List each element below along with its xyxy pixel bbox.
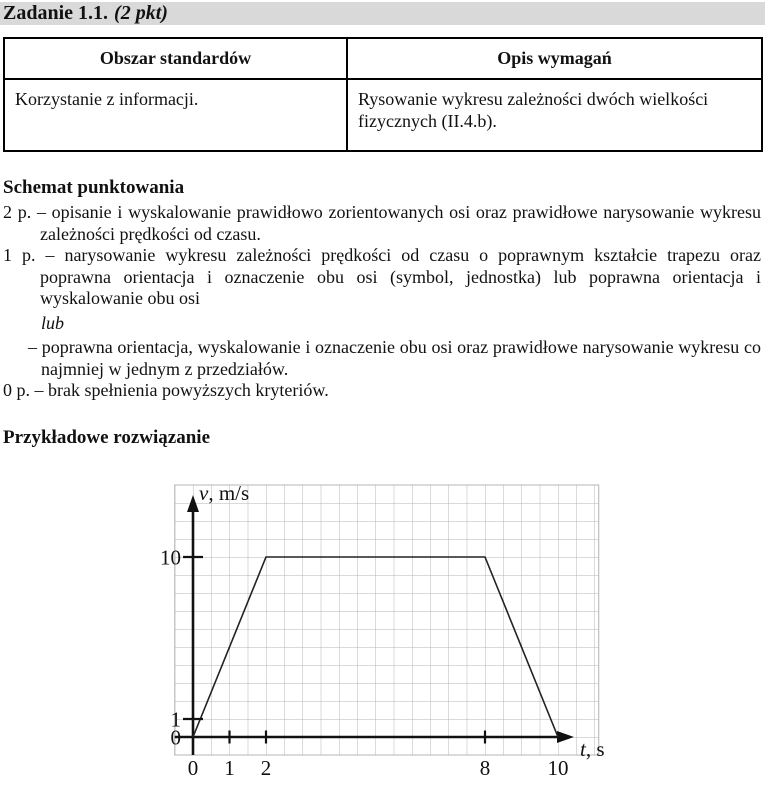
vt-graph-svg: [0, 463, 765, 786]
score-item-lub: lub: [41, 312, 65, 333]
task-points: (2 pkt): [114, 2, 168, 24]
score-item-1p-alt: – poprawna orientacja, wyskalowanie i oznaczenie obu osi oraz prawidłowe narysowanie wykresu co najmniej w jednym z przedziałów.: [28, 337, 761, 379]
score-item-1p: 1 p. – narysowanie wykresu zależności prędkości od czasu o poprawnym kształcie trapezu oraz poprawna orientacja i oznaczenie obu osi (symbol, jednostka) lub poprawna orientacja i wyskalowanie obu osi: [3, 245, 761, 308]
x-tick-label: 0: [187, 755, 199, 780]
y-axis-label: v, m/s: [199, 480, 250, 505]
x-tick-label: 1: [224, 755, 235, 780]
x-tick-label: 8: [479, 755, 491, 780]
scoring-scheme: [3, 202, 761, 402]
table-row: [4, 79, 762, 151]
requirements-table: [3, 37, 763, 152]
y-tick-label: 0: [170, 725, 181, 749]
x-tick-label: 2: [260, 755, 272, 780]
cell-requirement: Rysowanie wykresu zależności dwóch wielkości fizycznych (II.4.b).: [347, 79, 762, 151]
task-number: Zadanie 1.1.: [3, 2, 109, 24]
solution-heading: Przykładowe rozwiązanie: [3, 426, 211, 448]
y-tick-label: 1: [170, 707, 181, 731]
grid-area: [175, 485, 599, 755]
velocity-time-chart: [0, 463, 765, 786]
table-header-row: [4, 38, 762, 79]
score-item-0p: 0 p. – brak spełnienia powyższych kryteriów.: [3, 380, 329, 400]
x-tick-label: 10: [547, 755, 569, 780]
score-item-2p: 2 p. – opisanie i wyskalowanie prawidłowo zorientowanych osi oraz prawidłowe narysowanie wykresu zależności prędkości od czasu.: [3, 202, 761, 244]
scoring-heading: Schemat punktowania: [3, 177, 185, 198]
x-axis-label: t, s: [580, 736, 605, 761]
column-header-obszar: Obszar standardów: [4, 38, 347, 79]
y-tick-label: 10: [160, 545, 181, 569]
cell-area: Korzystanie z informacji.: [4, 79, 347, 151]
column-header-opis: Opis wymagań: [347, 38, 762, 79]
task-title-bar: [0, 2, 765, 25]
